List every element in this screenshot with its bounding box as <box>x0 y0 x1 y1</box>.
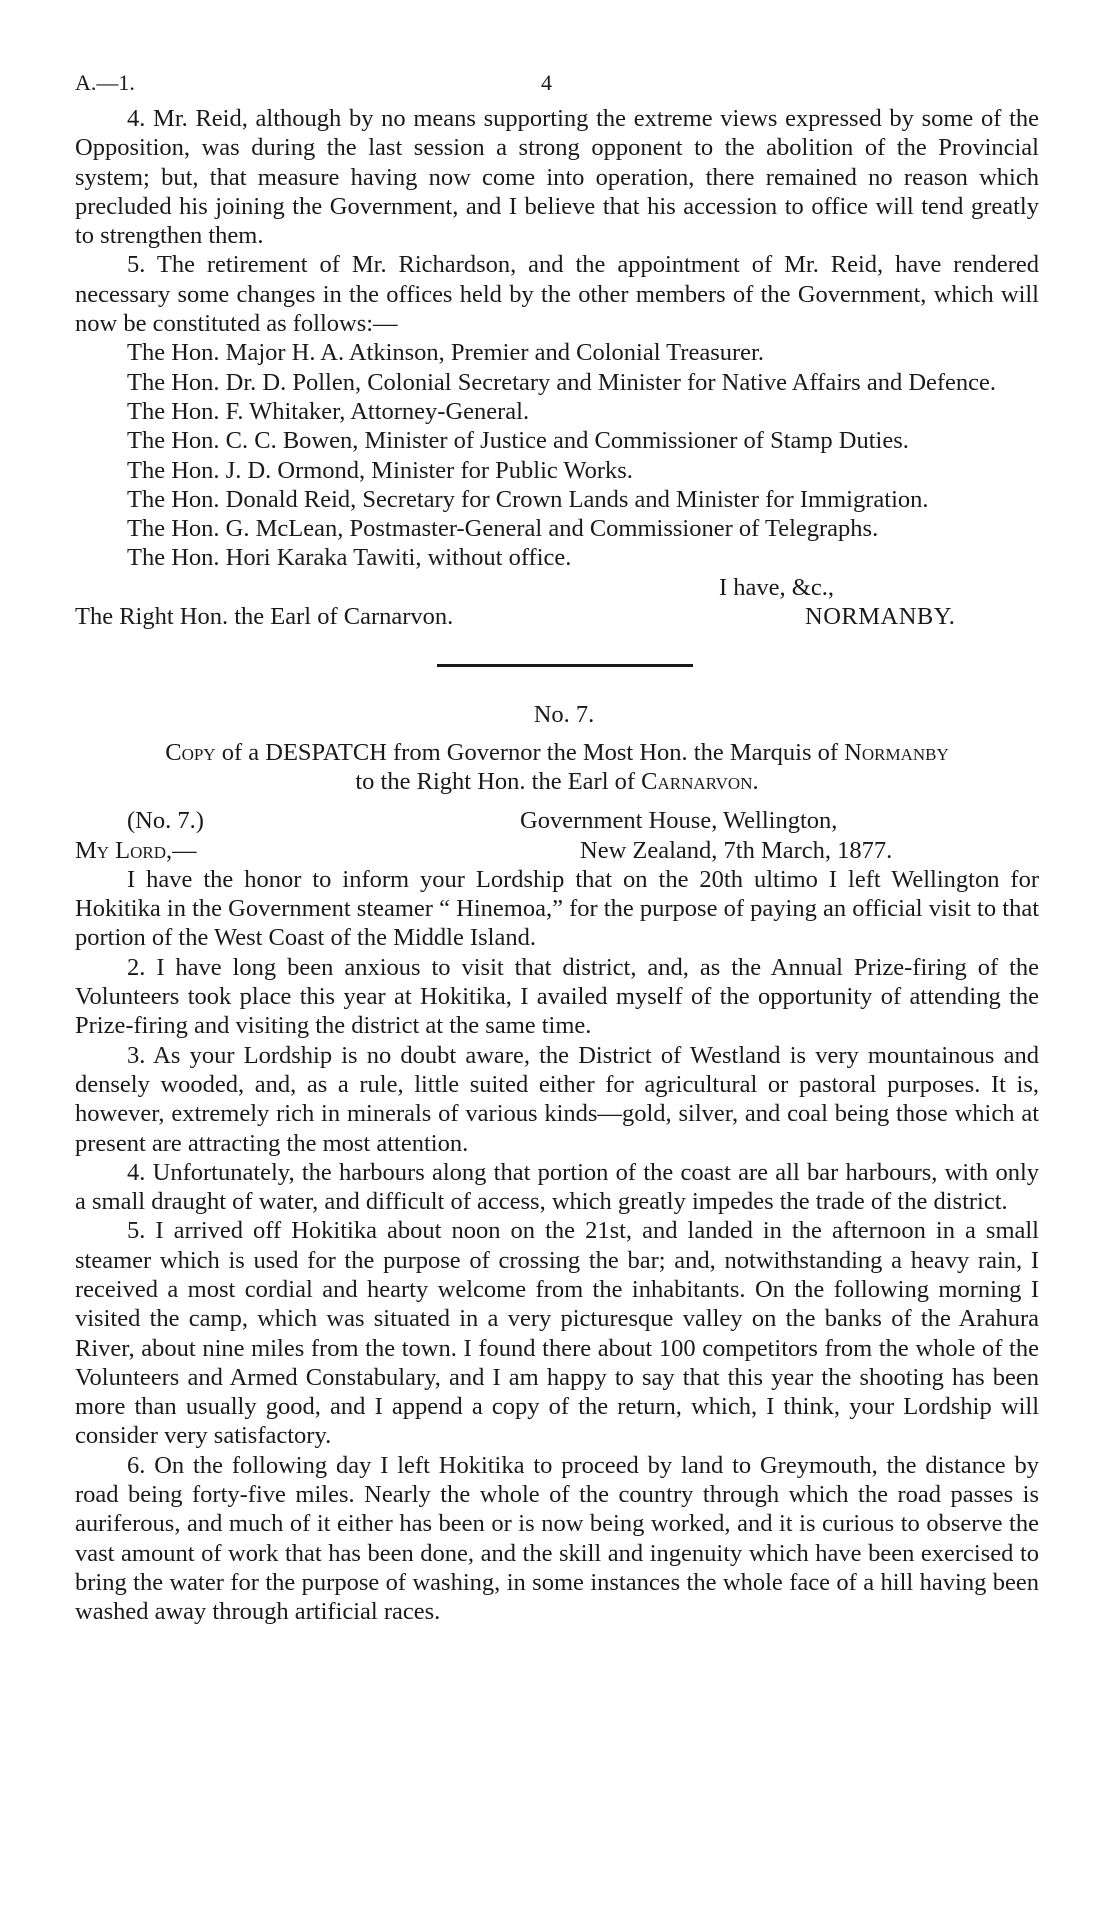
member-item: The Hon. Donald Reid, Secretary for Crown Lands and Minister for Immigration. <box>127 485 929 513</box>
paragraph-5-hokitika-arrival: 5. I arrived off Hokitika about noon on the 21st, and landed in the afternoon in a small steamer which is used for the purpose of crossing the bar; and, notwithstanding a heavy rain, I received a most cordial and hearty welcome from the inhabitants. On the following morning I visited the camp, which was situated in a very picturesque valley on the banks of the Arahura River, about nine miles from the town. I found there about 100 competitors from the whole of the Volunteers and Armed Constabulary, and I am happy to say that this year the shooting has been more than usually good, and I append a copy of the return, which, I think, your Lordship will consider very satisfactory. <box>75 1217 1039 1450</box>
despatch-reference-number: (No. 7.) <box>127 807 204 835</box>
parliamentary-paper-reference: A.—1. <box>75 70 135 95</box>
title-recipient-name: Carnarvon <box>641 767 753 795</box>
paragraph-1-visit: I have the honor to inform your Lordship that on the 20th ultimo I left Wellington for Hokitika in the Government steamer “ Hinemoa,” for the purpose of paying an official visit to that portion of the West Coast of the Middle Island. <box>75 865 1039 952</box>
member-item: The Hon. C. C. Bowen, Minister of Justice and Commissioner of Stamp Duties. <box>127 427 909 455</box>
despatch-number-heading: No. 7. <box>533 701 595 729</box>
closing-phrase: I have, &c., <box>719 573 834 601</box>
paragraph-2-prize-firing: 2. I have long been anxious to visit that district, and, as the Annual Prize-firing of the Volunteers took place this year at Hokitika, I availed myself of the opportunity of attending the Prize-firing and visiting the district at the same time. <box>75 953 1039 1040</box>
despatch-date: New Zealand, 7th March, 1877. <box>580 836 893 864</box>
page-number: 4 <box>541 70 552 95</box>
addressee: The Right Hon. the Earl of Carnarvon. <box>75 603 454 631</box>
signature: NORMANBY. <box>805 603 956 631</box>
title-copy-word: Copy <box>165 738 216 766</box>
member-item: The Hon. G. McLean, Postmaster-General and Commissioner of Telegraphs. <box>127 515 879 543</box>
member-item: The Hon. Dr. D. Pollen, Colonial Secretary and Minister for Native Affairs and Defence. <box>127 368 997 396</box>
member-item: The Hon. Hori Karaka Tawiti, without office. <box>127 544 572 572</box>
salutation: My Lord,— <box>75 836 197 864</box>
section-divider <box>437 664 693 667</box>
page-header <box>75 70 1039 104</box>
member-item: The Hon. F. Whitaker, Attorney-General. <box>127 397 530 425</box>
paragraph-4-reid: 4. Mr. Reid, although by no means supporting the extreme views expressed by some of the Opposition, was during the last session a strong opponent to the abolition of the Provincial system; but, that measure having now come into operation, there remained no reason which precluded his joining the Government, and I believe that his accession to office will tend greatly to strengthen them. <box>75 105 1039 250</box>
title-middle-text: of a DESPATCH from Governor the Most Hon. the Marquis of <box>215 738 845 766</box>
paragraph-4-harbours: 4. Unfortunately, the harbours along that portion of the coast are all bar harbours, with only a small draught of water, and difficult of access, which greatly impedes the trade of the district. <box>75 1158 1039 1216</box>
member-item: The Hon. J. D. Ormond, Minister for Public Works. <box>127 456 633 484</box>
paragraph-3-westland: 3. As your Lordship is no doubt aware, the District of Westland is very mountainous and densely wooded, and, as a rule, little suited either for agricultural or pastoral purposes. It is, however, extremely rich in minerals of various kinds—gold, silver, and coal being those which at present are attracting the most attention. <box>75 1041 1039 1157</box>
paragraph-6-greymouth: 6. On the following day I left Hokitika to proceed by land to Greymouth, the distance by road being forty-five miles. Nearly the whole of the country through which the road passes is auriferous, and much of it either has been or is now being worked, and it is curious to observe the vast amount of work that has been done, and the skill and ingenuity which have been exercised to bring the water for the purpose of washing, in some instances the whole face of a hill having been washed away through artificial races. <box>75 1451 1039 1626</box>
document-page <box>75 70 1039 1627</box>
despatch-title <box>75 738 1039 797</box>
signoff-block <box>75 573 1039 632</box>
paragraph-5-retirement: 5. The retirement of Mr. Richardson, and the appointment of Mr. Reid, have rendered necessary some changes in the offices held by the other members of the Government, which will now be constituted as follows:— <box>75 251 1039 338</box>
member-item: The Hon. Major H. A. Atkinson, Premier and Colonial Treasurer. <box>127 339 764 367</box>
title-to-text: to the Right Hon. the Earl of <box>355 767 642 795</box>
despatch-location: Government House, Wellington, <box>520 807 838 835</box>
title-sender-name: Normanby <box>844 738 949 766</box>
despatch-dateline <box>75 806 1039 865</box>
title-end-punctuation: . <box>752 767 759 795</box>
government-members-list <box>127 338 1039 572</box>
